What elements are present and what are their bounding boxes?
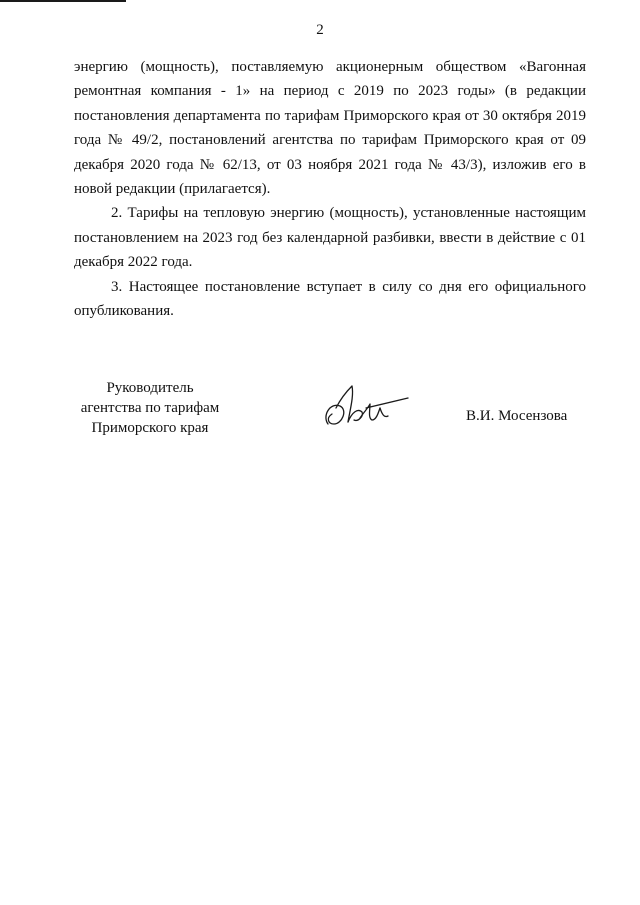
paragraph-item-2: 2. Тарифы на тепловую энергию (мощность), установленные настоящим постановлением на 2023 год без календарной разбивки, ввести в действие с 01 декабря 2022 года. [74, 205, 586, 271]
paragraph-continuation: энергию (мощность), поставляемую акционерным обществом «Вагонная ремонтная компания - 1» на период с 2019 по 2023 годы» (в редакции постановления департамента по тарифам Приморского края от 30 октября 2019 года № 49/2, постановлений агентства по тарифам Приморского края от 09 декабря 2020 года № 62/13, от 03 ноября 2021 года № 43/3), изложив его в новой редакции (прилагается). [74, 59, 586, 198]
signatory-title-line: Руководитель [106, 380, 194, 396]
page-number: 2 [316, 22, 324, 38]
header-rule [0, 0, 126, 2]
signatory-title [66, 378, 234, 438]
handwritten-signature-icon [318, 378, 418, 434]
signatory-name: В.И. Мосензова [466, 408, 568, 424]
signatory-title-line: агентства по тарифам [80, 400, 220, 416]
paragraph-item-3: 3. Настоящее постановление вступает в силу со дня его официального опубликования. [74, 278, 586, 320]
signatory-title-line: Приморского края [91, 420, 209, 436]
document-body [74, 55, 586, 323]
